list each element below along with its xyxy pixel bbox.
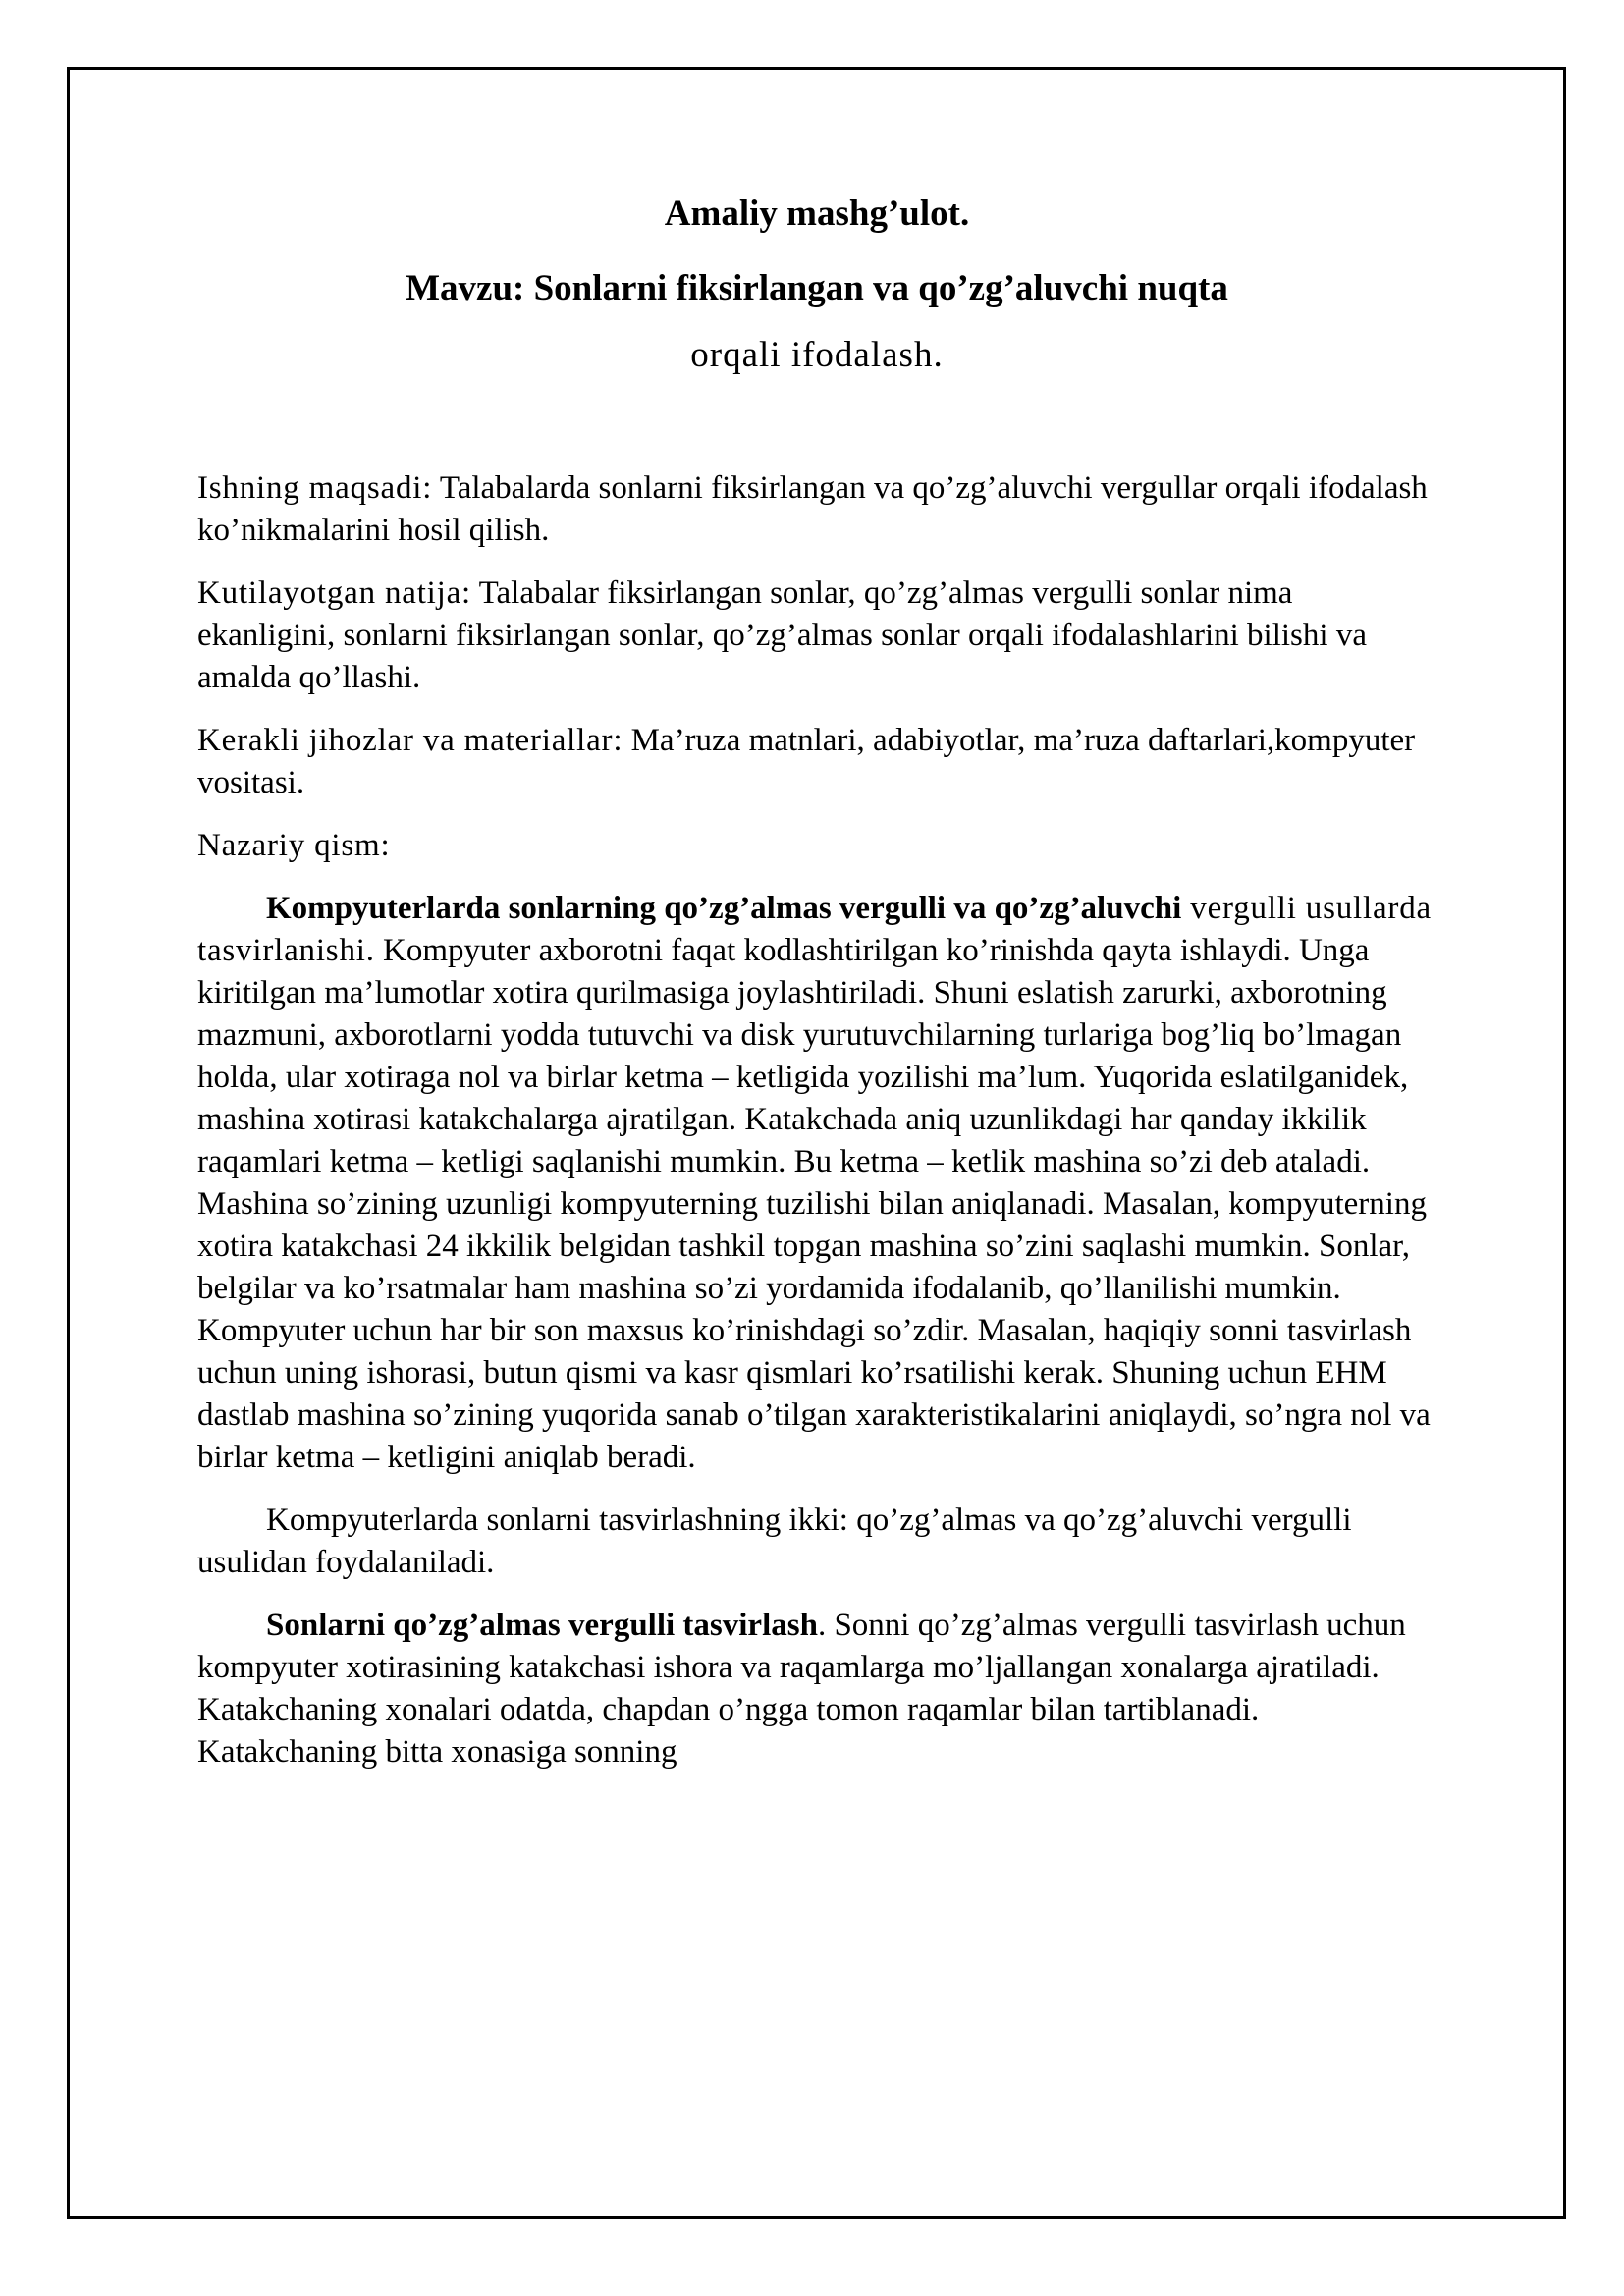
document-title: Amaliy mashg’ulot. [664, 193, 970, 234]
theory-label: Nazariy qism: [197, 828, 391, 863]
section3-text: . Sonni qo’zg’almas vergulli tasvirlash uchun kompyuter xotirasining katakchasi ishora va raqamlarga mo’ljallangan xonalarga ajratiladi. Katakchaning xonalari odatda, chapdan o’ngga tomon raqamlar bilan tartiblanadi. Katakchaning bitta xonasiga sonning [197, 1608, 1406, 1770]
section2-text: Kompyuterlarda sonlarni tasvirlashning ikki: qo’zg’almas va qo’zg’aluvchi vergulli usulidan foydalaniladi. [197, 1503, 1352, 1580]
section3-heading: Sonlarni qo’zg’almas vergulli tasvirlash [266, 1608, 818, 1643]
goal-label: Ishning maqsadi: [197, 470, 433, 506]
section1-paragraph [197, 888, 1436, 1479]
goal-text: Talabalarda sonlarni fiksirlangan va qo’zg’aluvchi vergullar orqali ifodalash ko’nikmalarini hosil qilish. [197, 470, 1428, 548]
expected-result-label: Kutilayotgan natija: [197, 575, 472, 611]
expected-result-paragraph [197, 573, 1436, 699]
section1-heading: Kompyuterlarda sonlarning qo’zg’almas vergulli va qo’zg’aluvchi [266, 891, 1182, 926]
materials-text: Ma’ruza matnlari, adabiyotlar, ma’ruza daftarlari,kompyuter vositasi. [197, 723, 1416, 800]
topic-title-continuation: orqali ifodalash. [690, 335, 944, 375]
materials-paragraph [197, 720, 1436, 804]
section1-text: Kompyuter axborotni faqat kodlashtirilgan ko’rinishda qayta ishlaydi. Unga kiritilgan ma’lumotlar xotira qurilmasiga joylashtiriladi. Shuni eslatish zarurki, axborotning mazmuni, axborotlarni yodda tutuvchi va disk yurutuvchilarning turlariga bog’liq bo’lmagan holda, ular xotiraga nol va birlar ketma – ketligida yozilishi ma’lum. Yuqorida eslatilganidek, mashina xotirasi katakchalarga ajratilgan. Katakchada aniq uzunlikdagi har qanday ikkilik raqamlari ketma – ketligi saqlanishi mumkin. Bu ketma – ketlik mashina so’zi deb ataladi. Mashina so’zining uzunligi kompyuterning tuzilishi bilan aniqlanadi. Masalan, kompyuterning xotira katakchasi 24 ikkilik belgidan tashkil topgan mashina so’zini saqlashi mumkin. Sonlar, belgilar va ko’rsatmalar ham mashina so’zi yordamida ifodalanib, qo’llanilishi mumkin. Kompyuter uchun har bir son maxsus ko’rinishdagi so’zdir. Masalan, haqiqiy sonni tasvirlash uchun uning ishorasi, butun qismi va kasr qismlari ko’rsatilishi kerak. Shuning uchun EHM dastlab mashina so’zining yuqorida sanab o’tilgan xarakteristikalarini aniqlaydi, so’ngra nol va birlar ketma – ketligini aniqlab beradi. [197, 933, 1431, 1475]
topic-title: Mavzu: Sonlarni fiksirlangan va qo’zg’aluvchi nuqta [406, 268, 1228, 308]
materials-label: Kerakli jihozlar va materiallar: [197, 723, 623, 758]
expected-result-text: Talabalar fiksirlangan sonlar, qo’zg’almas vergulli sonlar nima ekanligini, sonlarni fiksirlangan sonlar, qo’zg’almas sonlar orqali ifodalashlarini bilishi va amalda qo’llashi. [197, 575, 1367, 695]
section3-paragraph [197, 1605, 1436, 1774]
title-block [197, 191, 1436, 377]
section2-paragraph [197, 1500, 1436, 1584]
section1-heading-rest: vergulli usullarda tasvirlanishi. [197, 891, 1432, 968]
goal-paragraph [197, 467, 1436, 552]
theory-paragraph [197, 825, 1436, 867]
document-body [197, 191, 1436, 1794]
